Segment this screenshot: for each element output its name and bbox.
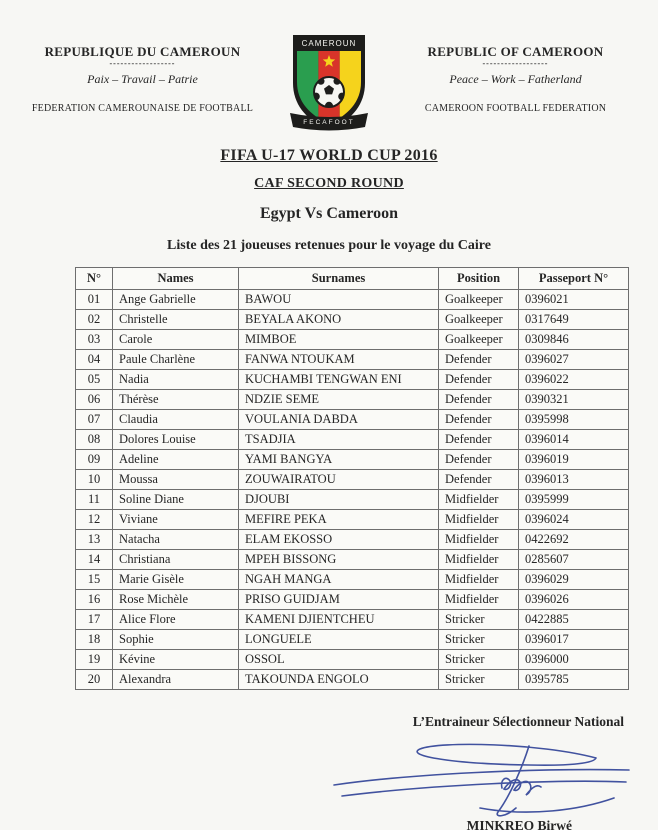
crest-bottom-text: FECAFOOT xyxy=(303,119,355,126)
column-header-4: Passeport N° xyxy=(519,268,629,290)
cell-passport: 0395998 xyxy=(519,410,629,430)
cell-name: Viviane xyxy=(113,510,239,530)
signature xyxy=(324,738,644,823)
country-name-fr: REPUBLIQUE DU CAMEROUN xyxy=(44,44,241,59)
table-row xyxy=(76,510,629,530)
table-row xyxy=(76,330,629,350)
signatory-role: L’Entraineur Sélectionneur National xyxy=(412,714,624,729)
table-row xyxy=(76,630,629,650)
table-row xyxy=(76,470,629,490)
cell-surname: MPEH BISSONG xyxy=(239,550,439,570)
table-row xyxy=(76,410,629,430)
cell-passport: 0285607 xyxy=(519,550,629,570)
table-row xyxy=(76,390,629,410)
column-header-2: Surnames xyxy=(239,268,439,290)
cell-position: Stricker xyxy=(439,610,519,630)
crest-top-text: CAMEROUN xyxy=(301,39,357,48)
cell-surname: YAMI BANGYA xyxy=(239,450,439,470)
table-row xyxy=(76,350,629,370)
cell-passport: 0395785 xyxy=(519,670,629,690)
cell-passport: 0396014 xyxy=(519,430,629,450)
cell-surname: OSSOL xyxy=(239,650,439,670)
cell-number: 18 xyxy=(76,630,113,650)
cell-surname: LONGUELE xyxy=(239,630,439,650)
cell-surname: KAMENI DJIENTCHEU xyxy=(239,610,439,630)
cell-number: 03 xyxy=(76,330,113,350)
cell-number: 07 xyxy=(76,410,113,430)
cell-number: 06 xyxy=(76,390,113,410)
letterhead-french xyxy=(0,30,285,114)
table-row xyxy=(76,490,629,510)
cell-passport: 0422885 xyxy=(519,610,629,630)
cell-number: 11 xyxy=(76,490,113,510)
separator-dashes: ------------------ xyxy=(482,59,549,68)
cell-name: Alice Flore xyxy=(113,610,239,630)
cell-passport: 0396029 xyxy=(519,570,629,590)
cell-surname: ELAM EKOSSO xyxy=(239,530,439,550)
table-row xyxy=(76,310,629,330)
separator-dashes: ------------------ xyxy=(109,59,176,68)
cell-surname: KUCHAMBI TENGWAN ENI xyxy=(239,370,439,390)
table-row xyxy=(76,430,629,450)
cell-name: Carole xyxy=(113,330,239,350)
table-header-row xyxy=(76,268,629,290)
federation-name-en: CAMEROON FOOTBALL FEDERATION xyxy=(424,103,607,114)
cell-position: Stricker xyxy=(439,670,519,690)
cell-number: 16 xyxy=(76,590,113,610)
cell-position: Defender xyxy=(439,390,519,410)
cell-position: Midfielder xyxy=(439,590,519,610)
cell-passport: 0390321 xyxy=(519,390,629,410)
cell-position: Goalkeeper xyxy=(439,330,519,350)
cell-position: Midfielder xyxy=(439,570,519,590)
cell-position: Defender xyxy=(439,350,519,370)
cell-number: 19 xyxy=(76,650,113,670)
cell-number: 10 xyxy=(76,470,113,490)
cell-position: Stricker xyxy=(439,650,519,670)
cell-name: Claudia xyxy=(113,410,239,430)
cell-surname: TSADJIA xyxy=(239,430,439,450)
table-row xyxy=(76,450,629,470)
cell-passport: 0396019 xyxy=(519,450,629,470)
fixture-title: Egypt Vs Cameroon xyxy=(259,205,399,222)
cell-surname: VOULANIA DABDA xyxy=(239,410,439,430)
table-row xyxy=(76,670,629,690)
cell-passport: 0395999 xyxy=(519,490,629,510)
competition-title: FIFA U-17 WORLD CUP 2016 xyxy=(220,147,438,164)
cell-number: 09 xyxy=(76,450,113,470)
column-header-1: Names xyxy=(113,268,239,290)
cell-number: 04 xyxy=(76,350,113,370)
letterhead xyxy=(0,0,658,141)
table-row xyxy=(76,650,629,670)
cell-passport: 0396017 xyxy=(519,630,629,650)
cell-passport: 0396021 xyxy=(519,290,629,310)
cell-surname: NGAH MANGA xyxy=(239,570,439,590)
list-caption: Liste des 21 joueuses retenues pour le voyage du Caire xyxy=(167,238,491,253)
cell-name: Kévine xyxy=(113,650,239,670)
cell-position: Midfielder xyxy=(439,550,519,570)
cell-position: Defender xyxy=(439,370,519,390)
cell-position: Defender xyxy=(439,470,519,490)
letterhead-english xyxy=(373,30,658,114)
fecafoot-crest xyxy=(285,30,373,141)
table-row xyxy=(76,290,629,310)
column-header-0: N° xyxy=(76,268,113,290)
cell-number: 12 xyxy=(76,510,113,530)
cell-name: Nadia xyxy=(113,370,239,390)
cell-name: Moussa xyxy=(113,470,239,490)
cell-position: Defender xyxy=(439,430,519,450)
cell-passport: 0396026 xyxy=(519,590,629,610)
cell-name: Thérèse xyxy=(113,390,239,410)
signatory-name: MINKREO Birwé xyxy=(466,818,572,830)
signature-block xyxy=(0,714,658,830)
cell-surname: BEYALA AKONO xyxy=(239,310,439,330)
table-row xyxy=(76,530,629,550)
country-name-en: REPUBLIC OF CAMEROON xyxy=(427,44,604,59)
round-title: CAF SECOND ROUND xyxy=(254,176,404,191)
table-row xyxy=(76,590,629,610)
cell-number: 13 xyxy=(76,530,113,550)
table-row xyxy=(76,570,629,590)
cell-name: Rose Michèle xyxy=(113,590,239,610)
cell-position: Goalkeeper xyxy=(439,310,519,330)
cell-position: Midfielder xyxy=(439,530,519,550)
cell-position: Midfielder xyxy=(439,510,519,530)
cell-number: 15 xyxy=(76,570,113,590)
cell-number: 14 xyxy=(76,550,113,570)
motto-fr: Paix – Travail – Patrie xyxy=(87,72,198,86)
cell-name: Dolores Louise xyxy=(113,430,239,450)
cell-passport: 0396013 xyxy=(519,470,629,490)
cell-name: Alexandra xyxy=(113,670,239,690)
motto-en: Peace – Work – Fatherland xyxy=(449,72,582,86)
cell-position: Defender xyxy=(439,410,519,430)
cell-position: Defender xyxy=(439,450,519,470)
cell-surname: BAWOU xyxy=(239,290,439,310)
cell-number: 01 xyxy=(76,290,113,310)
cell-surname: PRISO GUIDJAM xyxy=(239,590,439,610)
table-row xyxy=(76,610,629,630)
cell-number: 02 xyxy=(76,310,113,330)
cell-name: Christiana xyxy=(113,550,239,570)
cell-name: Paule Charlène xyxy=(113,350,239,370)
cell-passport: 0396027 xyxy=(519,350,629,370)
cell-number: 08 xyxy=(76,430,113,450)
cell-passport: 0422692 xyxy=(519,530,629,550)
cell-surname: DJOUBI xyxy=(239,490,439,510)
cell-surname: MIMBOE xyxy=(239,330,439,350)
cell-passport: 0309846 xyxy=(519,330,629,350)
cell-number: 05 xyxy=(76,370,113,390)
table-row xyxy=(76,370,629,390)
cell-surname: MEFIRE PEKA xyxy=(239,510,439,530)
cell-name: Natacha xyxy=(113,530,239,550)
cell-name: Adeline xyxy=(113,450,239,470)
cell-surname: ZOUWAIRATOU xyxy=(239,470,439,490)
cell-position: Stricker xyxy=(439,630,519,650)
cell-passport: 0396022 xyxy=(519,370,629,390)
cell-passport: 0396000 xyxy=(519,650,629,670)
federation-name-fr: FEDERATION CAMEROUNAISE DE FOOTBALL xyxy=(31,103,254,114)
signature-ink-icon xyxy=(324,738,644,818)
cell-surname: NDZIE SEME xyxy=(239,390,439,410)
cell-number: 17 xyxy=(76,610,113,630)
cell-name: Sophie xyxy=(113,630,239,650)
players-table xyxy=(75,267,629,690)
cell-passport: 0396024 xyxy=(519,510,629,530)
cell-position: Goalkeeper xyxy=(439,290,519,310)
table-row xyxy=(76,550,629,570)
cell-surname: TAKOUNDA ENGOLO xyxy=(239,670,439,690)
document-titles xyxy=(0,147,658,254)
fecafoot-crest-icon xyxy=(285,30,373,136)
cell-surname: FANWA NTOUKAM xyxy=(239,350,439,370)
cell-position: Midfielder xyxy=(439,490,519,510)
cell-passport: 0317649 xyxy=(519,310,629,330)
cell-number: 20 xyxy=(76,670,113,690)
cell-name: Marie Gisèle xyxy=(113,570,239,590)
cell-name: Christelle xyxy=(113,310,239,330)
players-table-body xyxy=(76,290,629,690)
column-header-3: Position xyxy=(439,268,519,290)
cell-name: Ange Gabrielle xyxy=(113,290,239,310)
cell-name: Soline Diane xyxy=(113,490,239,510)
